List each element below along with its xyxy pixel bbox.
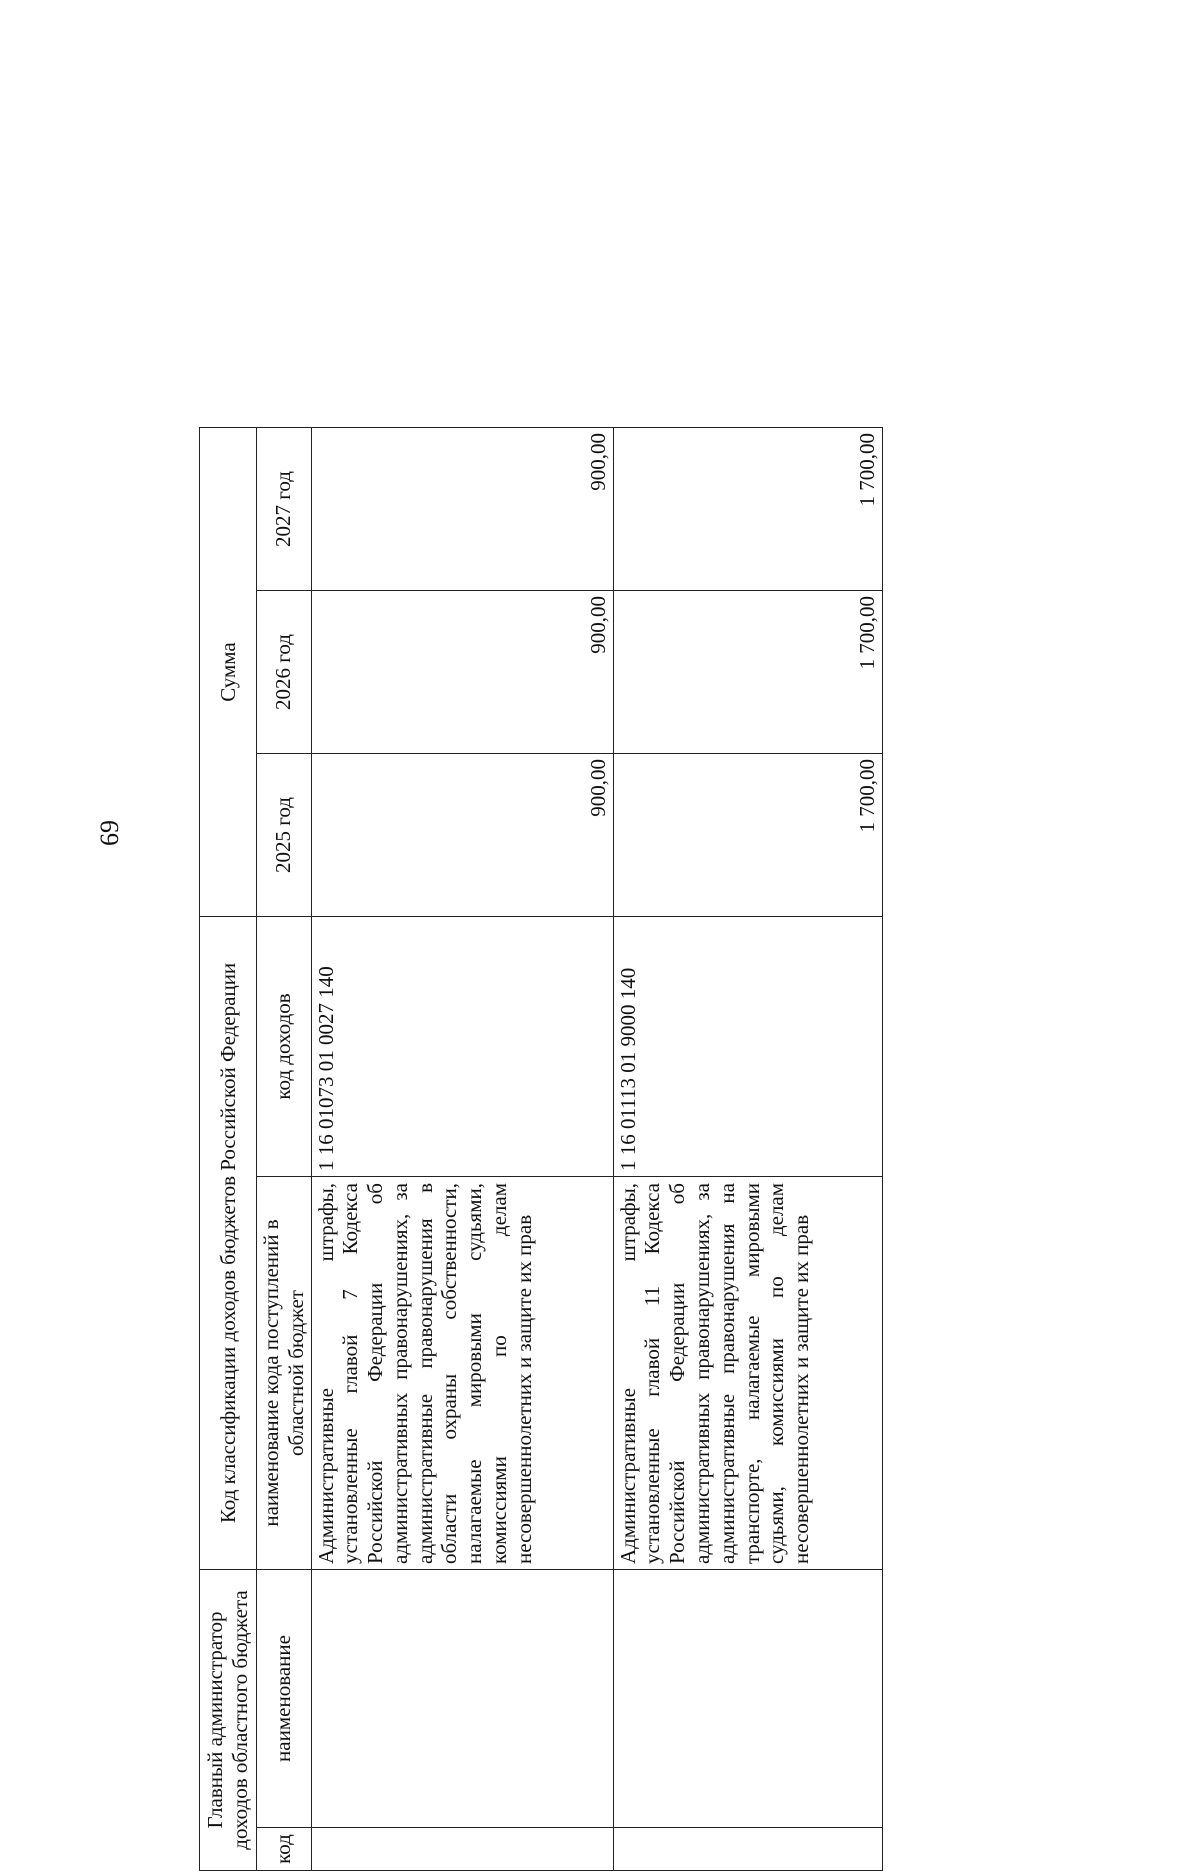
row-amount-2025: 1 700,00	[613, 753, 882, 916]
classification-group-header: Код классификации доходов бюджетов Российской Федерации	[200, 916, 257, 1569]
header-row-1	[200, 427, 257, 1870]
row-amount-2025: 900,00	[311, 753, 613, 916]
table-row	[311, 427, 613, 1870]
row-revenue-code: 1 16 01073 01 0027 140	[311, 916, 613, 1176]
header-row-2	[257, 427, 312, 1870]
page-number: 69	[95, 820, 124, 846]
row-code	[311, 1828, 613, 1871]
row-amount-2027: 1 700,00	[613, 427, 882, 590]
row-amount-2026: 1 700,00	[613, 590, 882, 753]
col-code-header: код	[257, 1828, 312, 1871]
col-name-header: наименование	[257, 1570, 312, 1828]
row-name	[311, 1570, 613, 1828]
row-amount-2027: 900,00	[311, 427, 613, 590]
row-name	[613, 1570, 882, 1828]
row-revenue-code: 1 16 01113 01 9000 140	[613, 916, 882, 1176]
row-revenue-name: Административные штрафы, установленные главой 11 Кодекса Российской Федерации об административных правонарушениях, за административные правонарушения на транспорте, налагаемые мировыми судьями, комиссиями по делам несовершеннолетних и защите их прав	[613, 1177, 882, 1570]
row-revenue-name: Административные штрафы, установленные главой 7 Кодекса Российской Федерации об административных правонарушениях, за административные правонарушения в области охраны собственности, налагаемые мировыми судьями, комиссиями по делам несовершеннолетних и защите их прав	[311, 1177, 613, 1570]
row-amount-2026: 900,00	[311, 590, 613, 753]
table-row	[613, 427, 882, 1870]
admin-group-header: Главный администратор доходов областного бюджета	[200, 1570, 257, 1871]
col-revenue-code-header: код доходов	[257, 916, 312, 1176]
sum-group-header: Сумма	[200, 427, 257, 916]
revenue-table-rotated	[199, 427, 883, 1871]
row-code	[613, 1828, 882, 1871]
col-2025-header: 2025 год	[257, 753, 312, 916]
col-2026-header: 2026 год	[257, 590, 312, 753]
col-2027-header: 2027 год	[257, 427, 312, 590]
col-revenue-name-header: наименование кода поступлений в областной бюджет	[257, 1177, 312, 1570]
revenue-table	[199, 427, 883, 1871]
